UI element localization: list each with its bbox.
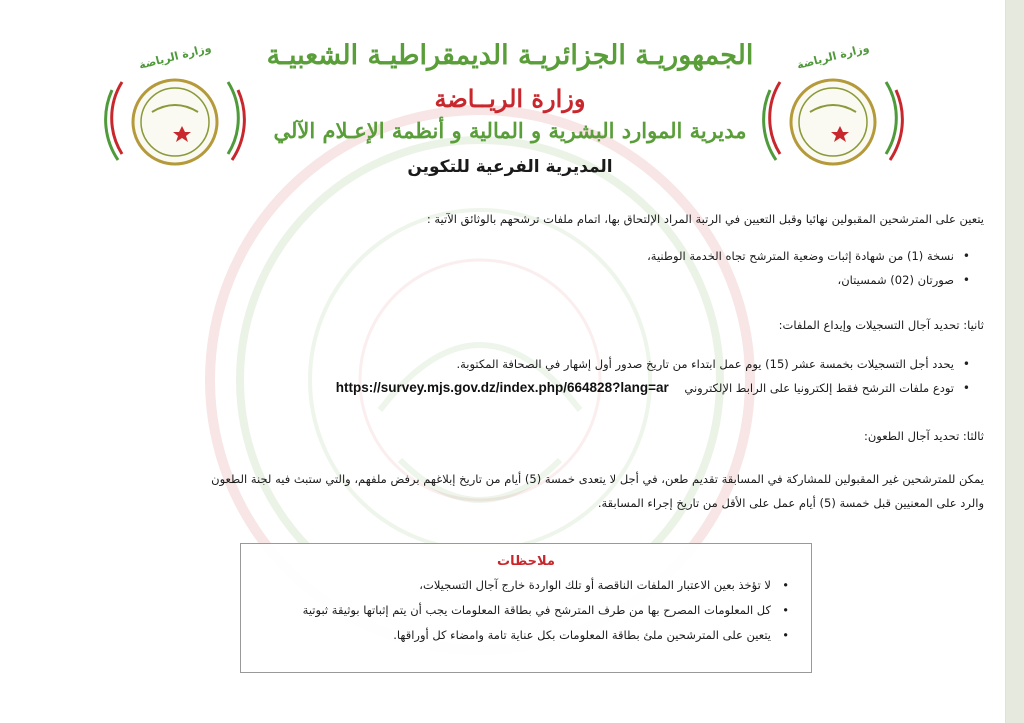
directorate-title: مديرية الموارد البشرية و المالية و أنظمة الإعـلام الآلي [273, 118, 747, 143]
ministry-title: وزارة الريــاضة [434, 84, 586, 113]
emblem-label-right: وزارة الرياضة [795, 41, 871, 72]
section2-section [180, 355, 984, 403]
page-edge [1005, 0, 1024, 723]
subdirectorate-title: المديرية الفرعية للتكوين [407, 157, 613, 177]
list-item: • صورتان (02) شمسيتان، [180, 271, 954, 289]
intro-paragraph: يتعين على المترشحين المقبولين نهائيا وقبل التعيين في الرتبة المراد الإلتحاق بها، اتمام ملفات ترشحهم بالوثائق الآتية : [426, 212, 984, 226]
documents-section [180, 247, 984, 295]
appeals-paragraph-1: يمكن للمترشحين غير المقبولين للمشاركة في المسابقة تقديم طعن، في أجل لا يتعدى خمسة (5) أيام من تاريخ إبلاغهم برفض ملفهم، والتي ستبث فيه لجنة الطعون [211, 472, 984, 486]
notes-list [241, 577, 811, 643]
section3-title: ثالثا: تحديد آجال الطعون: [863, 429, 984, 443]
section2-list [180, 355, 984, 397]
documents-list [180, 247, 984, 289]
appeals-paragraph-2: والرد على المعنيين قبل خمسة (5) أيام عمل على الأقل من تاريخ إجراء المسابقة. [597, 496, 984, 510]
survey-link[interactable]: https://survey.mjs.gov.dz/index.php/664828?lang=ar [335, 380, 669, 395]
list-item: • يتعين على المترشحين ملئ بطاقة المعلومات بكل عناية تامة وامضاء كل أوراقها. [251, 627, 771, 643]
list-item: • كل المعلومات المصرح بها من طرف المترشح في بطاقة المعلومات يجب أن يتم إثباتها بوثيقة ثبوتية [251, 602, 771, 618]
list-item: • نسخة (1) من شهادة إثبات وضعية المترشح تجاه الخدمة الوطنية، [180, 247, 954, 265]
section2-title: ثانيا: تحديد آجال التسجيلات وإيداع الملفات: [778, 318, 984, 332]
list-item: • لا تؤخذ بعين الاعتبار الملفات الناقصة أو تلك الواردة خارج آجال التسجيلات، [251, 577, 771, 593]
republic-title: الجمهوريـة الجزائريـة الديمقراطيـة الشعبيـة [266, 40, 754, 71]
upload-instruction: تودع ملفات الترشح فقط إلكترونيا على الرابط الإلكتروني [684, 381, 954, 395]
emblem-label-left: وزارة الرياضة [137, 41, 213, 72]
notes-box [240, 543, 812, 673]
notes-title: ملاحظات [497, 554, 555, 569]
list-item [180, 379, 954, 397]
list-item: • يحدد أجل التسجيلات بخمسة عشر (15) يوم عمل ابتداء من تاريخ صدور أول إشهار في الصحافة المكتوبة. [180, 355, 954, 373]
